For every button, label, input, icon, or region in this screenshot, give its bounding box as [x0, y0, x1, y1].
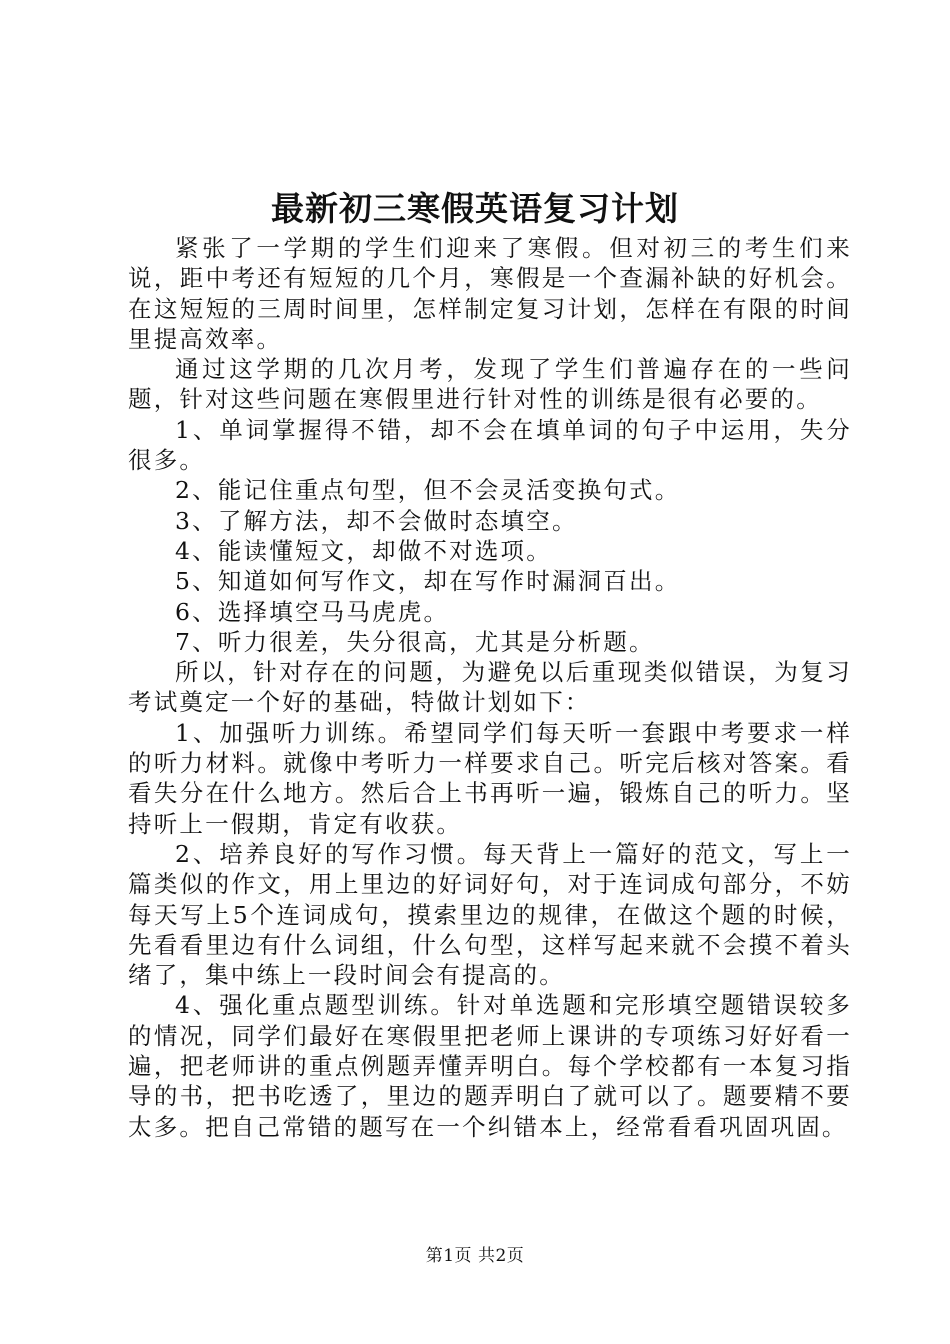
paragraph-problems-intro: 通过这学期的几次月考，发现了学生们普遍存在的一些问题，针对这些问题在寒假里进行针对性的训练是很有必要的。: [128, 355, 852, 414]
page-footer: 第1页 共2页: [425, 1246, 525, 1266]
document-body: [128, 233, 852, 1142]
problem-item-7: 7、听力很差，失分很高，尤其是分析题。: [175, 627, 655, 656]
problem-item-1: 1、单词掌握得不错，却不会在填单词的句子中运用，失分很多。: [128, 415, 852, 475]
document-title: 最新初三寒假英语复习计划: [271, 189, 679, 228]
problem-item-5: 5、知道如何写作文，却在写作时漏洞百出。: [175, 567, 681, 596]
paragraph-intro: 紧张了一学期的学生们迎来了寒假。但对初三的考生们来说，距中考还有短短的几个月，寒假是一个查漏补缺的好机会。在这短短的三周时间里，怎样制定复习计划，怎样在有限的时间里提高效率。: [128, 234, 852, 353]
problem-item-6: 6、选择填空马马虎虎。: [175, 597, 450, 626]
paragraph-plan-intro: 所以，针对存在的问题，为避免以后重现类似错误，为复习考试奠定一个好的基础，特做计划如下：: [128, 658, 852, 717]
plan-item-listening: 1、加强听力训练。希望同学们每天听一套跟中考要求一样的听力材料。就像中考听力一样要求自己。听完后核对答案。看看失分在什么地方。然后合上书再听一遍，锻炼自己的听力。坚持听上一假期，肯定有收获。: [128, 718, 852, 838]
plan-item-key-question-types: 4、强化重点题型训练。针对单选题和完形填空题错误较多的情况，同学们最好在寒假里把老师上课讲的专项练习好好看一遍，把老师讲的重点例题弄懂弄明白。每个学校都有一本复习指导的书，把书吃透了，里边的题弄明白了就可以了。题要精不要太多。把自己常错的题写在一个纠错本上，经常看看巩固巩固。: [128, 991, 852, 1141]
problem-item-4: 4、能读懂短文，却做不对选项。: [175, 536, 552, 565]
plan-item-writing: 2、培养良好的写作习惯。每天背上一篇好的范文，写上一篇类似的作文，用上里边的好词好句，对于连词成句部分，不妨每天写上5个连词成句，摸索里边的规律，在做这个题的时候，先看看里边有什么词组，什么句型，这样写起来就不会摸不着头绪了，集中练上一段时间会有提高的。: [128, 839, 852, 990]
problem-item-3: 3、了解方法，却不会做时态填空。: [175, 506, 578, 535]
problem-item-2: 2、能记住重点句型，但不会灵活变换句式。: [175, 476, 681, 505]
